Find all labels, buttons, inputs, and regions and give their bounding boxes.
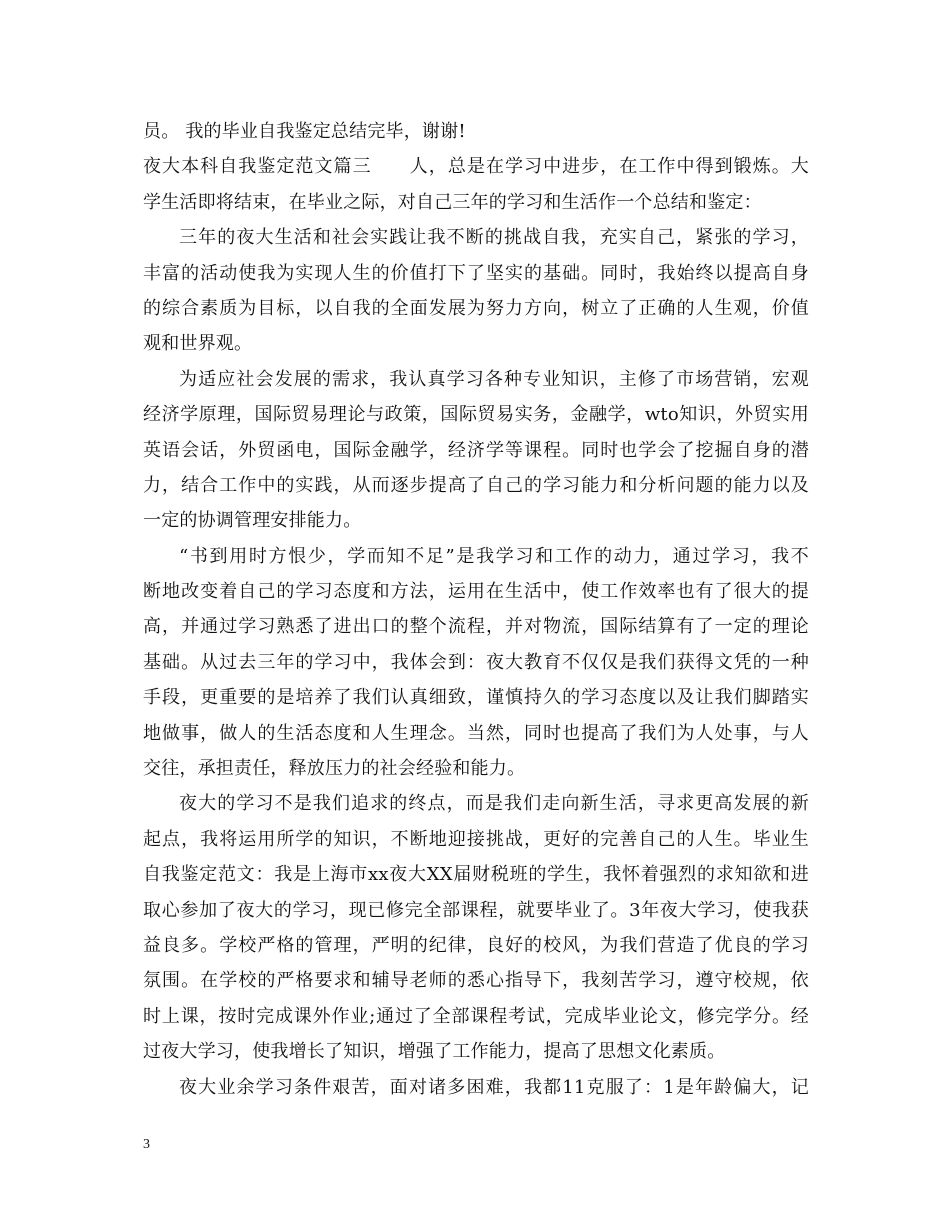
text-line: 丰富的活动使我为实现人生的价值打下了坚实的基础。同时，我始终以提高自身	[143, 262, 809, 284]
text-line: 经济学原理，国际贸易理论与政策，国际贸易实务，金融学，wto知识，外贸实用	[143, 404, 809, 426]
text-line: 力，结合工作中的实践，从而逐步提高了自己的学习能力和分析问题的能力以及	[143, 474, 809, 496]
text-line: 观和世界观。	[143, 333, 253, 355]
text-line: 时上课，按时完成课外作业;通过了全部课程考试，完成毕业论文，修完学分。经	[143, 1005, 809, 1027]
text-line: 起点，我将运用所学的知识，不断地迎接挑战，更好的完善自己的人生。毕业生	[143, 828, 809, 850]
text-line: 手段，更重要的是培养了我们认真细致，谨慎持久的学习态度以及让我们脚踏实	[143, 687, 809, 709]
text-line: 英语会话，外贸函电，国际金融学，经济学等课程。同时也学会了挖掘自身的潜	[143, 439, 809, 461]
text-line: 自我鉴定范文：我是上海市xx夜大XX届财税班的学生，我怀着强烈的求知欲和进	[143, 864, 809, 886]
paragraph-first-line: “书到用时方恨少，学而知不足”是我学习和工作的动力，通过学习，我不	[179, 545, 809, 567]
text-line: 过夜大学习，使我增长了知识，增强了工作能力，提高了思想文化素质。	[143, 1041, 726, 1063]
text-line: 一定的协调管理安排能力。	[143, 510, 362, 532]
page-number: 3	[143, 1137, 150, 1152]
text-line: 氛围。在学校的严格要求和辅导老师的悉心指导下，我刻苦学习，遵守校规，依	[143, 970, 809, 992]
text-line: 高，并通过学习熟悉了进出口的整个流程，并对物流，国际结算有了一定的理论	[143, 616, 809, 638]
text-line: 的综合素质为目标，以自我的全面发展为努力方向，树立了正确的人生观，价值	[143, 297, 809, 319]
text-line: 学生活即将结束，在毕业之际，对自己三年的学习和生活作一个总结和鉴定：	[143, 191, 762, 213]
document-body	[143, 114, 809, 1105]
paragraph-first-line: 夜大的学习不是我们追求的终点，而是我们走向新生活，寻求更高发展的新	[179, 793, 809, 815]
paragraph-first-line: 夜大业余学习条件艰苦，面对诸多困难，我都11克服了：1是年龄偏大，记	[179, 1076, 809, 1098]
text-line: 交往，承担责任，释放压力的社会经验和能力。	[143, 758, 526, 780]
paragraph-first-line: 为适应社会发展的需求，我认真学习各种专业知识，主修了市场营销，宏观	[179, 368, 809, 390]
text-line: 断地改变着自己的学习态度和方法，运用在生活中，使工作效率也有了很大的提	[143, 581, 809, 603]
text-line: 员。 我的毕业自我鉴定总结完毕，谢谢!	[143, 121, 466, 142]
text-line: 基础。从过去三年的学习中，我体会到：夜大教育不仅仅是我们获得文凭的一种	[143, 651, 809, 673]
text-line: 取心参加了夜大的学习，现已修完全部课程，就要毕业了。3年夜大学习，使我获	[143, 899, 809, 921]
text-line: 益良多。学校严格的管理，严明的纪律，良好的校风，为我们营造了优良的学习	[143, 934, 809, 956]
paragraph-first-line: 三年的夜大生活和社会实践让我不断的挑战自我，充实自己，紧张的学习，	[179, 227, 809, 249]
text-line: 地做事，做人的生活态度和人生理念。当然，同时也提高了我们为人处事，与人	[143, 722, 809, 744]
text-line: 夜大本科自我鉴定范文篇三 人，总是在学习中进步，在工作中得到锻炼。大	[143, 156, 809, 178]
